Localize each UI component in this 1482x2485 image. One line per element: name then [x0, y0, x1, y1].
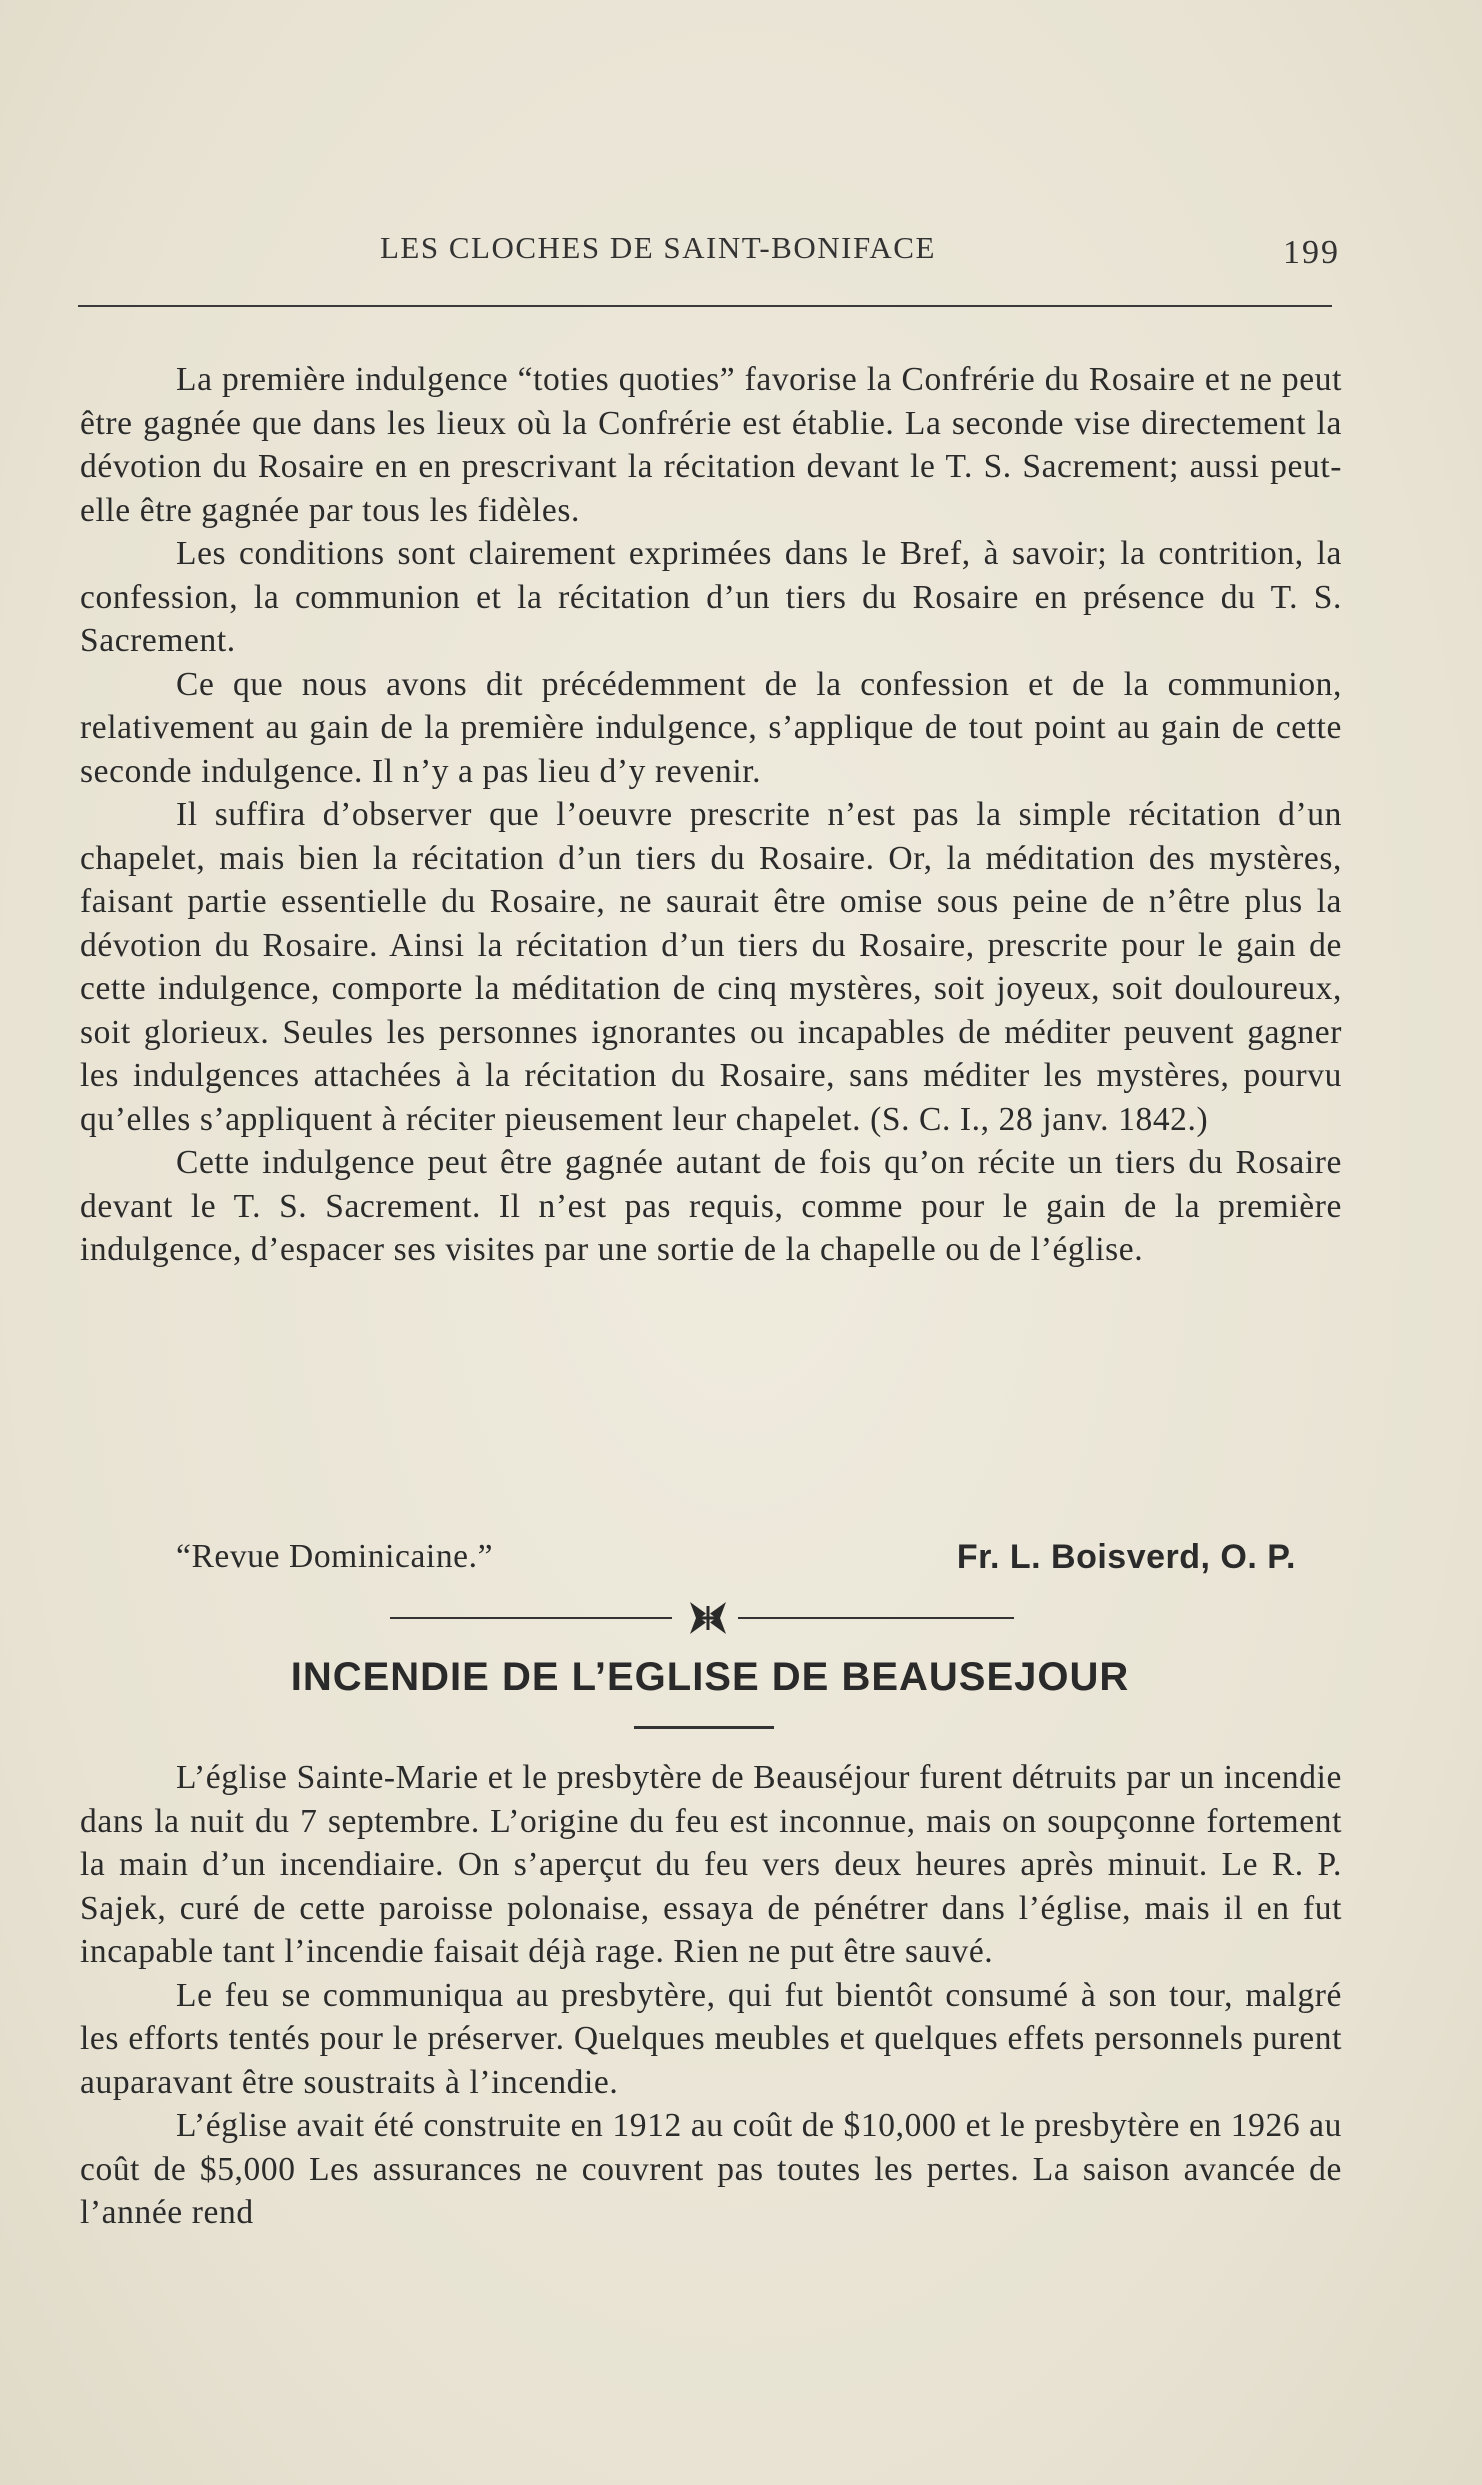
article-incendie-body — [80, 1756, 1342, 2235]
author-signature: Fr. L. Boisverd, O. P. — [956, 1538, 1296, 1576]
paragraph: La première indulgence “toties quoties” favorise la Confrérie du Rosaire et ne peut être gagnée que dans les lieux où la Confrérie est établie. La seconde vise directement la dévotion du Rosaire en en prescrivant la récitation devant le T. S. Sacrement; aussi peut-elle être gagnée par tous les fidèles. — [80, 361, 1342, 529]
maltese-cross-icon — [686, 1596, 730, 1640]
heading-underline — [634, 1726, 774, 1729]
divider-line-left — [390, 1617, 672, 1619]
signature-line — [176, 1538, 1296, 1586]
section-divider — [390, 1596, 1014, 1640]
section-heading: INCENDIE DE L’EGLISE DE BEAUSEJOUR — [290, 1655, 1130, 1699]
paragraph: Il suffira d’observer que l’oeuvre prescrite n’est pas la simple récitation d’un chapelet, mais bien la récitation d’un tiers du Rosaire. Or, la méditation des mystères, faisant partie essentielle du Rosaire, ne saurait être omise sous peine de n’être plus la dévotion du Rosaire. Ainsi la récitation d’un tiers du Rosaire, prescrite pour le gain de cette indulgence, comporte la méditation de cinq mystères, soit joyeux, soit douloureux, soit glorieux. Seules les personnes ignorantes ou incapables de méditer peuvent gagner les indulgences attachées à la récitation du Rosaire, sans méditer les mystères, pourvu qu’elles s’appliquent à réciter pieusement leur chapelet. (S. C. I., 28 janv. 1842.) — [80, 796, 1342, 1138]
page-header — [80, 222, 1340, 282]
page-number: 199 — [1283, 234, 1340, 271]
paragraph: L’église avait été construite en 1912 au coût de $10,000 et le presbytère en 1926 au coût de $5,000 Les assurances ne couvrent pas toutes les pertes. La saison avancée de l’année rend — [80, 2107, 1342, 2231]
running-title: LES CLOCHES DE SAINT-BONIFACE — [380, 230, 936, 265]
divider-line-right — [738, 1617, 1014, 1619]
paragraph: Le feu se communiqua au presbytère, qui fut bientôt consumé à son tour, malgré les efforts tentés pour le préserver. Quelques meubles et quelques effets personnels purent auparavant être soustraits à l’incendie. — [80, 1976, 1342, 2101]
paragraph: Cette indulgence peut être gagnée autant de fois qu’on récite un tiers du Rosaire devant le T. S. Sacrement. Il n’est pas requis, comme pour le gain de la première indulgence, d’espacer ses visites par une sortie de la chapelle ou de l’église. — [80, 1144, 1342, 1268]
paragraph: L’église Sainte-Marie et le presbytère de Beauséjour furent détruits par un incendie dans la nuit du 7 septembre. L’origine du feu est inconnue, mais on soupçonne fortement la main d’un incendiaire. On s’aperçut du feu vers deux heures après minuit. Le R. P. Sajek, curé de cette paroisse polonaise, essaya de pénétrer dans l’église, mais il en fut incapable tant l’incendie faisait déjà rage. Rien ne put être sauvé. — [80, 1759, 1342, 1970]
article-rosaire-body — [80, 358, 1342, 1272]
source-citation: “Revue Dominicaine.” — [176, 1538, 494, 1575]
paragraph: Ce que nous avons dit précédemment de la confession et de la communion, relativement au gain de la première indulgence, s’applique de tout point au gain de cette seconde indulgence. Il n’y a pas lieu d’y revenir. — [80, 665, 1342, 790]
header-rule — [78, 305, 1332, 307]
paragraph: Les conditions sont clairement exprimées dans le Bref, à savoir; la contrition, la confession, la communion et la récitation d’un tiers du Rosaire en présence du T. S. Sacrement. — [80, 535, 1342, 659]
